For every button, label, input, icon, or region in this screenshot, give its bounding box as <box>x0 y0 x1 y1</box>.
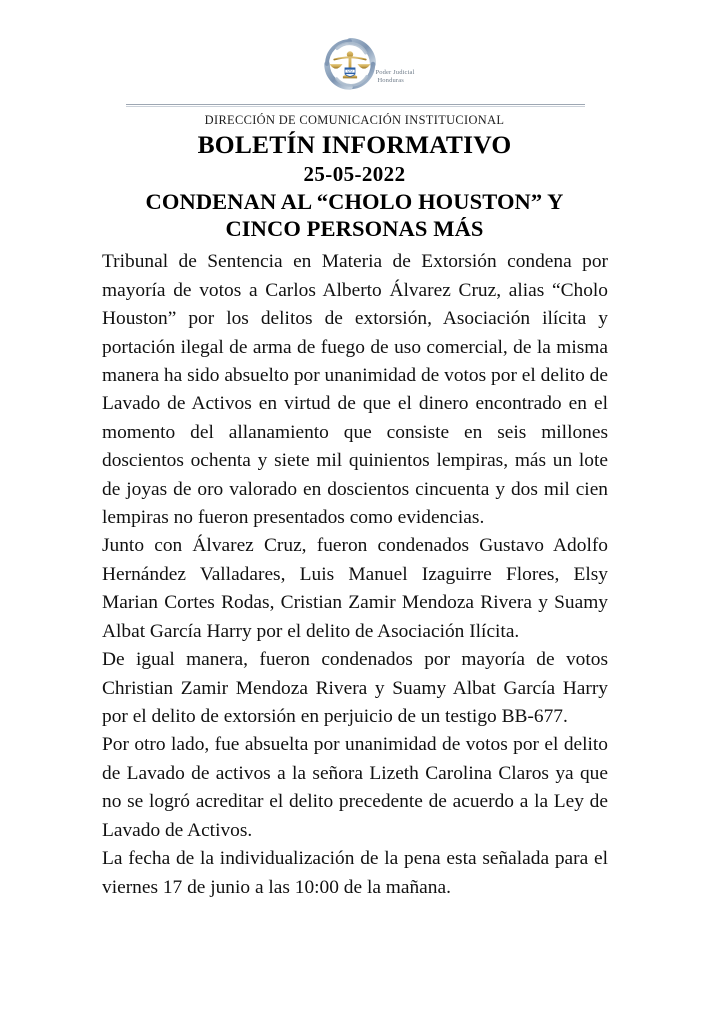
body-paragraph: La fecha de la individualización de la pena esta señalada para el viernes 17 de junio a las 10:00 de la mañana. <box>102 848 608 898</box>
title-block <box>0 131 709 242</box>
divider-line-bottom <box>126 106 585 107</box>
scales-of-justice-seal-icon <box>322 36 378 92</box>
headline <box>0 189 709 242</box>
page-title: BOLETÍN INFORMATIVO <box>197 130 512 159</box>
institution-name-line2: Honduras <box>377 77 404 85</box>
body-paragraph: Por otro lado, fue absuelta por unanimidad de votos por el delito de Lavado de activos a la señora Lizeth Carolina Claros ya que no se logró acreditar el delito precedente de acuerdo a la Ley de Lavado de Activos. <box>102 734 608 841</box>
letterhead <box>0 0 709 108</box>
headline-line-1: CONDENAN AL “CHOLO HOUSTON” Y <box>145 189 564 215</box>
institution-name-line1: Poder Judicial <box>375 69 415 77</box>
body-paragraph: De igual manera, fueron condenados por mayoría de votos Christian Zamir Mendoza Rivera y Suamy Albat García Harry por el delito de extorsión en perjuicio de un testigo BB-677. <box>102 649 608 727</box>
body-paragraph: Tribunal de Sentencia en Materia de Extorsión condena por mayoría de votos a Carlos Alberto Álvarez Cruz, alias “Cholo Houston” por los delitos de extorsión, Asociación ilícita y portación ilegal de arma de fuego de uso comercial, de la misma manera ha sido absuelto por unanimidad de votos por el delito de Lavado de Activos en virtud de que el dinero encontrado en el momento del allanamiento que consiste en seis millones doscientos ochenta y siete mil quinientos lempiras, más un lote de joyas de oro valorado en doscientos cincuenta y dos mil cien lempiras no fueron presentados como evidencias. <box>102 251 608 529</box>
article-body <box>102 248 608 902</box>
institution-logo <box>0 36 709 92</box>
bulletin-date: 25-05-2022 <box>303 161 406 186</box>
honduras-flag-shield-icon <box>345 68 355 76</box>
divider-line-top <box>126 104 585 105</box>
institution-name <box>375 69 414 92</box>
body-paragraph: Junto con Álvarez Cruz, fueron condenados Gustavo Adolfo Hernández Valladares, Luis Manuel Izaguirre Flores, Elsy Marian Cortes Rodas, Cristian Zamir Mendoza Rivera y Suamy Albat García Harry por el delito de Asociación Ilícita. <box>102 535 608 642</box>
department-line: DIRECCIÓN DE COMUNICACIÓN INSTITUCIONAL <box>204 113 505 127</box>
header-divider-rule <box>126 104 585 108</box>
headline-line-2: CINCO PERSONAS MÁS <box>225 215 484 241</box>
